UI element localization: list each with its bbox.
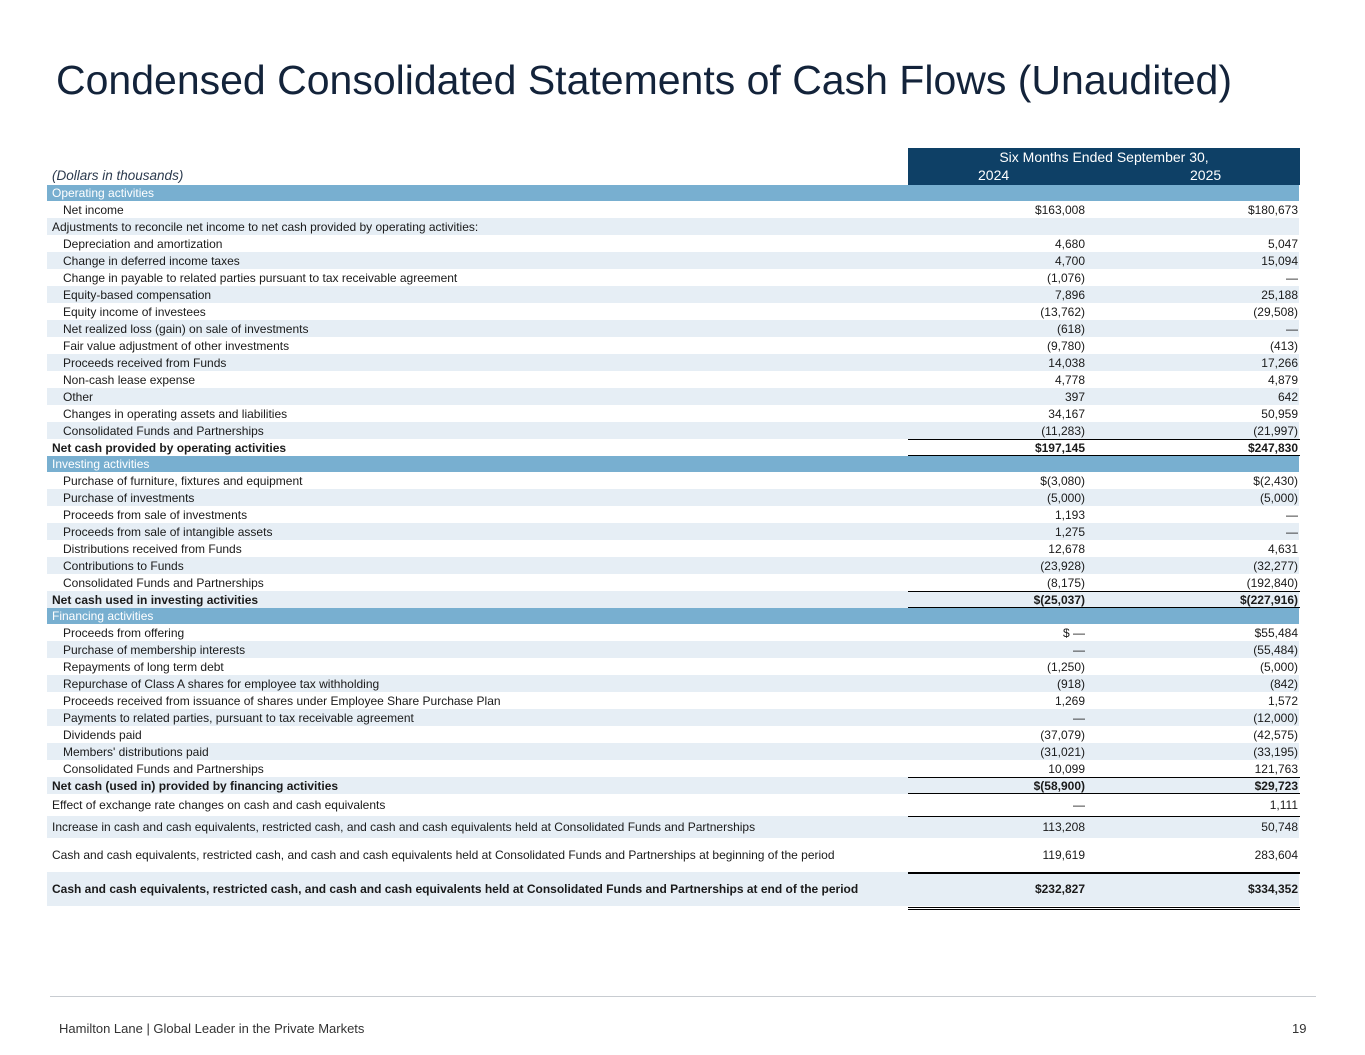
value-2025: —: [1286, 524, 1298, 539]
row-label: Net income: [63, 202, 124, 217]
total-row: [47, 777, 1299, 794]
value-2025: $(227,916): [1239, 592, 1298, 607]
value-2024: 113,208: [1042, 820, 1085, 834]
row-label: Consolidated Funds and Partnerships: [63, 575, 264, 590]
row-label: Cash and cash equivalents, restricted cash, and cash and cash equivalents held at Consolidated Funds and Partnerships at end of the period: [52, 881, 859, 896]
value-2024: 14,038: [1048, 355, 1085, 370]
row-label: Consolidated Funds and Partnerships: [63, 761, 264, 776]
table-row: [47, 320, 1299, 337]
value-2025: —: [1286, 270, 1298, 285]
row-label: Net cash (used in) provided by financing activities: [52, 778, 339, 793]
value-2024: 4,778: [1054, 372, 1085, 387]
value-2025: (12,000): [1253, 710, 1298, 725]
table-row: [47, 794, 1299, 816]
subtotal-rule: [908, 439, 1300, 440]
table-row: [47, 523, 1299, 540]
value-2025: 25,188: [1261, 287, 1298, 302]
row-label: Operating activities: [52, 186, 155, 200]
value-2024: $(58,900): [1033, 778, 1085, 793]
row-label: Proceeds from sale of investments: [63, 507, 248, 522]
row-label: Consolidated Funds and Partnerships: [63, 423, 264, 438]
value-2024: (8,175): [1046, 575, 1085, 590]
value-2024: 10,099: [1048, 761, 1085, 776]
table-row: [47, 422, 1299, 439]
value-2025: 15,094: [1261, 253, 1298, 268]
row-label: Other: [63, 389, 94, 404]
table-row: [47, 624, 1299, 641]
period-header: [908, 148, 1300, 185]
value-2024: 397: [1064, 389, 1085, 404]
table-row: [47, 506, 1299, 523]
value-2025: 4,879: [1267, 372, 1298, 387]
table-row: [47, 303, 1299, 320]
value-2025: 4,631: [1267, 541, 1298, 556]
value-2024: 4,700: [1054, 253, 1085, 268]
value-2025: $29,723: [1254, 778, 1298, 793]
table-row: [47, 658, 1299, 675]
row-label: Cash and cash equivalents, restricted cash, and cash and cash equivalents held at Consolidated Funds and Partnerships at beginning of the period: [52, 847, 835, 862]
row-label: Net realized loss (gain) on sale of investments: [63, 321, 309, 336]
row-label: Change in deferred income taxes: [63, 253, 240, 268]
value-2025: (55,484): [1253, 642, 1298, 657]
table-row: [47, 235, 1299, 252]
year-2024-label: 2024: [978, 167, 1010, 183]
value-2024: (23,928): [1040, 558, 1085, 573]
value-2024: $232,827: [1034, 882, 1085, 896]
value-2025: 1,572: [1267, 693, 1298, 708]
row-label: Depreciation and amortization: [63, 236, 223, 251]
table-row: [47, 816, 1299, 838]
page-number: 19: [1292, 1021, 1307, 1036]
row-label: Effect of exchange rate changes on cash and cash equivalents: [52, 798, 386, 812]
row-label: Net cash used in investing activities: [52, 592, 259, 607]
subtotal-rule: [908, 591, 1300, 592]
value-2024: 34,167: [1048, 406, 1085, 421]
table-row: [47, 337, 1299, 354]
value-2025: 121,763: [1254, 761, 1298, 776]
value-2025: (192,840): [1246, 575, 1298, 590]
row-label: Contributions to Funds: [63, 558, 184, 573]
value-2024: —: [1073, 642, 1085, 657]
value-2024: $197,145: [1034, 440, 1085, 455]
value-2025: $247,830: [1247, 440, 1298, 455]
value-2025: (29,508): [1253, 304, 1298, 319]
value-2024: (1,076): [1046, 270, 1085, 285]
cash-flow-table: [47, 148, 1299, 906]
value-2024: (1,250): [1046, 659, 1085, 674]
table-row: [47, 574, 1299, 591]
table-row: [47, 218, 1299, 235]
period-label: Six Months Ended September 30,: [999, 149, 1209, 165]
grand-total-top-rule: [908, 872, 1300, 874]
table-row: [47, 472, 1299, 489]
page-title: Condensed Consolidated Statements of Cash Flows (Unaudited): [56, 57, 1232, 103]
total-row: [47, 591, 1299, 608]
table-row: [47, 743, 1299, 760]
value-2024: —: [1073, 710, 1085, 725]
table-row: [47, 354, 1299, 371]
total-row: [47, 439, 1299, 456]
table-row: [47, 692, 1299, 709]
row-label: Purchase of membership interests: [63, 642, 246, 657]
value-2025: (33,195): [1253, 744, 1298, 759]
value-2025: 283,604: [1254, 848, 1298, 862]
value-2025: —: [1286, 507, 1298, 522]
row-label: Investing activities: [52, 457, 150, 471]
value-2025: 1,111: [1269, 798, 1298, 812]
value-2024: 4,680: [1054, 236, 1085, 251]
section-header: [47, 185, 1299, 201]
value-2024: —: [1073, 798, 1085, 812]
table-row: [47, 726, 1299, 743]
table-row: [47, 269, 1299, 286]
table-row: [47, 838, 1299, 872]
footer-text: Hamilton Lane | Global Leader in the Private Markets: [59, 1021, 365, 1036]
value-2025: 642: [1277, 389, 1298, 404]
value-2025: (5,000): [1259, 659, 1298, 674]
row-label: Net cash provided by operating activities: [52, 440, 287, 455]
value-2024: (13,762): [1040, 304, 1085, 319]
value-2025: $55,484: [1254, 625, 1298, 640]
value-2024: (31,021): [1040, 744, 1085, 759]
table-row: [47, 286, 1299, 303]
value-2024: 1,269: [1054, 693, 1085, 708]
value-2025: —: [1286, 321, 1298, 336]
table-row: [47, 252, 1299, 269]
value-2024: 1,275: [1054, 524, 1085, 539]
value-2024: $(3,080): [1040, 473, 1085, 488]
table-row: [47, 709, 1299, 726]
table-row: [47, 557, 1299, 574]
row-label: Purchase of furniture, fixtures and equipment: [63, 473, 303, 488]
row-label: Adjustments to reconcile net income to net cash provided by operating activities:: [52, 219, 479, 234]
row-label: Non-cash lease expense: [63, 372, 196, 387]
row-label: Increase in cash and cash equivalents, restricted cash, and cash and cash equivalents held at Consolidated Funds and Partnerships: [52, 820, 756, 834]
table-row: [47, 760, 1299, 777]
table-row: [47, 675, 1299, 692]
row-label: Proceeds from offering: [63, 625, 185, 640]
row-label: Repayments of long term debt: [63, 659, 224, 674]
value-2025: $334,352: [1247, 882, 1298, 896]
row-label: Changes in operating assets and liabilities: [63, 406, 288, 421]
value-2024: 12,678: [1048, 541, 1085, 556]
value-2024: (618): [1056, 321, 1085, 336]
value-2025: (21,997): [1253, 423, 1298, 438]
value-2024: $163,008: [1034, 202, 1085, 217]
value-2024: (11,283): [1041, 423, 1085, 438]
value-2025: (842): [1269, 676, 1298, 691]
table-row: [47, 388, 1299, 405]
row-label: Proceeds received from issuance of shares under Employee Share Purchase Plan: [63, 693, 501, 708]
section-header: [47, 456, 1299, 472]
value-2024: 1,193: [1054, 507, 1085, 522]
table-body: [47, 185, 1299, 906]
section-header: [47, 608, 1299, 624]
value-2025: 50,959: [1261, 406, 1298, 421]
value-2024: (37,079): [1040, 727, 1085, 742]
value-2025: 17,266: [1261, 355, 1298, 370]
row-label: Equity income of investees: [63, 304, 206, 319]
row-label: Financing activities: [52, 609, 154, 623]
row-label: Purchase of investments: [63, 490, 195, 505]
value-2024: 7,896: [1054, 287, 1085, 302]
value-2025: (413): [1269, 338, 1298, 353]
row-label: Members' distributions paid: [63, 744, 209, 759]
table-row: [47, 489, 1299, 506]
row-label: Dividends paid: [63, 727, 142, 742]
subtotal-rule: [908, 777, 1300, 778]
row-label: Equity-based compensation: [63, 287, 212, 302]
table-row: [47, 540, 1299, 557]
total-row: [47, 872, 1299, 906]
value-2025: $(2,430): [1253, 473, 1298, 488]
value-2024: 119,619: [1042, 848, 1085, 862]
value-2025: (32,277): [1253, 558, 1298, 573]
footer-divider: [50, 996, 1316, 997]
table-header: [47, 148, 1299, 185]
table-row: [47, 641, 1299, 658]
row-label: Proceeds received from Funds: [63, 355, 227, 370]
value-2025: (5,000): [1259, 490, 1298, 505]
value-2025: (42,575): [1253, 727, 1298, 742]
row-label: Fair value adjustment of other investments: [63, 338, 290, 353]
value-2024: $(25,037): [1033, 592, 1085, 607]
value-2024: (5,000): [1046, 490, 1085, 505]
row-label: Distributions received from Funds: [63, 541, 242, 556]
subtotal-rule: [908, 816, 1300, 817]
value-2024: $ —: [1062, 625, 1085, 640]
value-2024: (918): [1056, 676, 1085, 691]
row-label: Repurchase of Class A shares for employee tax withholding: [63, 676, 380, 691]
value-2025: 5,047: [1267, 236, 1298, 251]
value-2025: 50,748: [1261, 820, 1298, 834]
table-row: [47, 371, 1299, 388]
double-underline: [908, 907, 1300, 910]
value-2025: $180,673: [1247, 202, 1298, 217]
table-row: [47, 405, 1299, 422]
year-2025-label: 2025: [1190, 167, 1222, 183]
row-label: Change in payable to related parties pursuant to tax receivable agreement: [63, 270, 458, 285]
units-label: (Dollars in thousands): [52, 168, 184, 183]
table-row: [47, 201, 1299, 218]
value-2024: (9,780): [1046, 338, 1085, 353]
row-label: Proceeds from sale of intangible assets: [63, 524, 273, 539]
row-label: Payments to related parties, pursuant to tax receivable agreement: [63, 710, 414, 725]
